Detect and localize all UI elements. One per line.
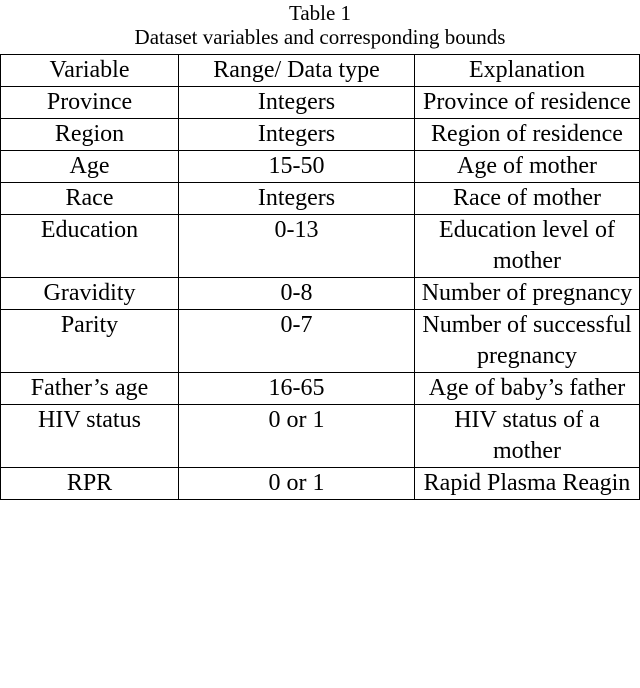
table-row bbox=[1, 183, 640, 215]
cell-explanation: Province of residence bbox=[415, 87, 640, 119]
cell-explanation: Rapid Plasma Reagin bbox=[415, 468, 640, 500]
cell-variable: Province bbox=[1, 87, 179, 119]
cell-range: Integers bbox=[179, 183, 415, 215]
header-variable: Variable bbox=[1, 55, 179, 87]
cell-range: 16-65 bbox=[179, 373, 415, 405]
table-row bbox=[1, 215, 640, 278]
table-row bbox=[1, 373, 640, 405]
cell-explanation: Education level of mother bbox=[415, 215, 640, 278]
cell-variable: RPR bbox=[1, 468, 179, 500]
cell-variable: Father’s age bbox=[1, 373, 179, 405]
cell-range: Integers bbox=[179, 87, 415, 119]
cell-explanation: Age of mother bbox=[415, 151, 640, 183]
cell-variable: HIV status bbox=[1, 405, 179, 468]
table-row bbox=[1, 278, 640, 310]
cell-variable: Gravidity bbox=[1, 278, 179, 310]
cell-variable: Age bbox=[1, 151, 179, 183]
table-row bbox=[1, 405, 640, 468]
cell-explanation: Number of pregnancy bbox=[415, 278, 640, 310]
cell-explanation: HIV status of a mother bbox=[415, 405, 640, 468]
cell-explanation: Region of residence bbox=[415, 119, 640, 151]
cell-range: 0 or 1 bbox=[179, 405, 415, 468]
header-range-data-type: Range/ Data type bbox=[179, 55, 415, 87]
cell-variable: Race bbox=[1, 183, 179, 215]
table-row bbox=[1, 87, 640, 119]
cell-range: 0-7 bbox=[179, 310, 415, 373]
cell-range: 15-50 bbox=[179, 151, 415, 183]
table-row bbox=[1, 119, 640, 151]
table-row bbox=[1, 151, 640, 183]
cell-range: Integers bbox=[179, 119, 415, 151]
table-header-row bbox=[1, 55, 640, 87]
table-caption-title: Table 1 bbox=[288, 1, 352, 25]
cell-explanation: Number of successful pregnancy bbox=[415, 310, 640, 373]
cell-variable: Education bbox=[1, 215, 179, 278]
cell-range: 0-13 bbox=[179, 215, 415, 278]
variables-table bbox=[0, 54, 640, 500]
table-row bbox=[1, 468, 640, 500]
cell-explanation: Race of mother bbox=[415, 183, 640, 215]
table-caption-subtitle: Dataset variables and corresponding bounds bbox=[134, 25, 506, 49]
cell-variable: Region bbox=[1, 119, 179, 151]
header-explanation: Explanation bbox=[415, 55, 640, 87]
cell-explanation: Age of baby’s father bbox=[415, 373, 640, 405]
cell-variable: Parity bbox=[1, 310, 179, 373]
table-row bbox=[1, 310, 640, 373]
cell-range: 0-8 bbox=[179, 278, 415, 310]
cell-range: 0 or 1 bbox=[179, 468, 415, 500]
